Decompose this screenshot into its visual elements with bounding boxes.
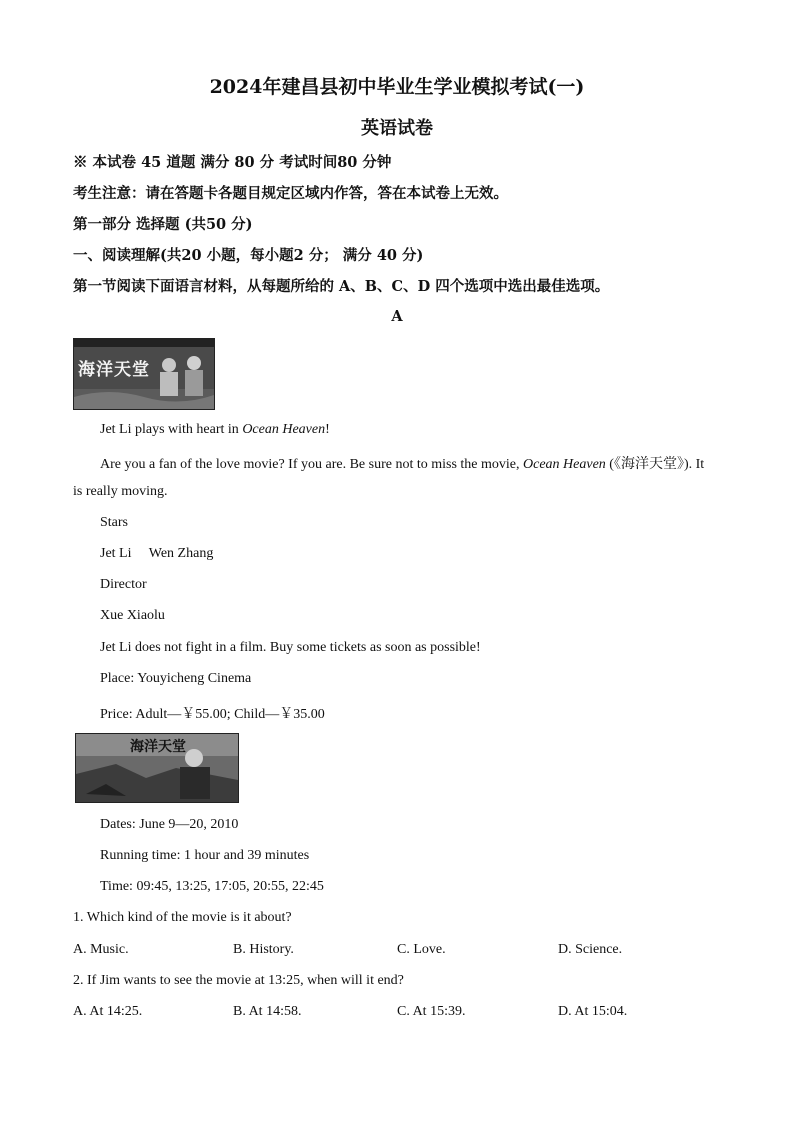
place-line: Place: Youyicheng Cinema xyxy=(100,671,252,686)
movie-poster-image xyxy=(73,338,215,410)
section-instruction: 第一节阅读下面语言材料，从每题所给的 A、B、C、D 四个选项中选出最佳选项。 xyxy=(73,278,610,295)
option-a[interactable]: A. At 14:25. xyxy=(73,1004,143,1019)
exam-info: ※ 本试卷 45 道题 满分 80 分 考试时间80 分钟 xyxy=(73,154,392,171)
movie-still-image xyxy=(75,733,239,803)
part-heading: 第一部分 选择题 (共50 分) xyxy=(73,216,253,233)
no-fight-line: Jet Li does not fight in a film. Buy some tickets as soon as possible! xyxy=(100,640,481,655)
option-d[interactable]: D. At 15:04. xyxy=(558,1004,628,1019)
movie-name: Ocean Heaven xyxy=(242,422,326,437)
exam-notice: 考生注意：请在答题卡各题目规定区域内作答，答在本试卷上无效。 xyxy=(73,185,508,202)
stars-label: Stars xyxy=(100,515,128,530)
option-b[interactable]: B. History. xyxy=(233,942,294,957)
movie-name: Ocean Heaven xyxy=(523,457,606,472)
line2-end: (《海洋天堂》). It xyxy=(605,457,705,472)
section-heading: 一、阅读理解(共20 小题，每小题2 分； 满分 40 分) xyxy=(73,247,424,264)
line2-text: Are you a fan of the love movie? If you are. Be sure not to miss the movie, xyxy=(100,457,523,472)
passage-line-3: is really moving. xyxy=(73,484,168,499)
exam-title: 2024年建昌县初中毕业生学业模拟考试(一) xyxy=(209,76,585,98)
director-name: Xue Xiaolu xyxy=(100,608,165,623)
option-b[interactable]: B. At 14:58. xyxy=(233,1004,302,1019)
question-stem: 2. If Jim wants to see the movie at 13:25, when will it end? xyxy=(73,973,404,988)
passage-line-2 xyxy=(100,453,704,473)
stars-names: Jet Li Wen Zhang xyxy=(100,546,214,561)
showtimes-line: Time: 09:45, 13:25, 17:05, 20:55, 22:45 xyxy=(100,879,324,894)
option-a[interactable]: A. Music. xyxy=(73,942,129,957)
dates-line: Dates: June 9—20, 2010 xyxy=(100,817,239,832)
still-title: 海洋天堂 xyxy=(130,739,186,755)
passage-label: A xyxy=(391,308,403,325)
option-c[interactable]: C. At 15:39. xyxy=(397,1004,466,1019)
line1-end: ! xyxy=(325,422,330,437)
director-label: Director xyxy=(100,577,147,592)
question-stem: 1. Which kind of the movie is it about? xyxy=(73,910,292,925)
running-time-line: Running time: 1 hour and 39 minutes xyxy=(100,848,310,863)
passage-line-1 xyxy=(100,422,330,438)
poster-title: 海洋天堂 xyxy=(78,360,150,380)
price-line: Price: Adult—￥55.00; Child—￥35.00 xyxy=(100,707,325,722)
exam-subtitle: 英语试卷 xyxy=(361,118,433,139)
option-d[interactable]: D. Science. xyxy=(558,942,623,957)
option-c[interactable]: C. Love. xyxy=(397,942,446,957)
line1-text: Jet Li plays with heart in xyxy=(100,422,243,437)
